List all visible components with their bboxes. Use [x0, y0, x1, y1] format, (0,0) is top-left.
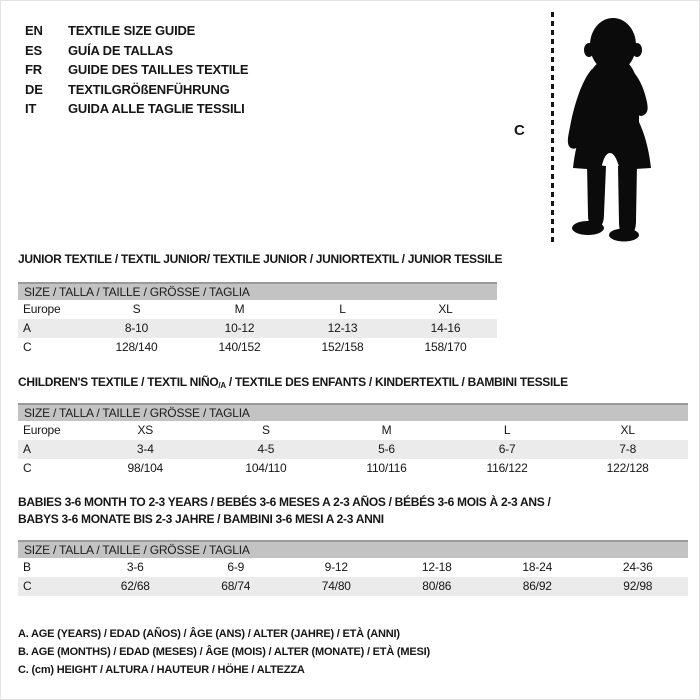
cell-value: 98/104	[127, 461, 164, 475]
cell-value: 116/122	[486, 461, 528, 475]
cell-value: 8-10	[124, 321, 149, 335]
language-row	[25, 99, 248, 119]
language-title: TEXTILGRÖßENFÜHRUNG	[68, 81, 230, 97]
cell-value: 5-6	[378, 442, 395, 456]
table-row	[18, 421, 688, 440]
section-title	[18, 374, 690, 394]
cell-value: 9-12	[324, 560, 348, 574]
section-junior-textile	[18, 251, 690, 354]
language-row	[25, 60, 248, 80]
height-measure-label: C	[514, 122, 525, 139]
cell-value: 6-7	[498, 442, 516, 456]
cell-value: 104/110	[245, 461, 287, 475]
cell-value: 152/158	[321, 340, 364, 354]
table-row	[18, 338, 497, 357]
row-label: Europe	[23, 302, 61, 316]
cell-value: 14-16	[430, 321, 461, 335]
cell-value: M	[234, 302, 245, 316]
language-title: GUIDE DES TAILLES TEXTILE	[68, 62, 249, 77]
row-label: Europe	[23, 423, 61, 437]
cell-value: 86/92	[522, 579, 552, 593]
cell-value: 12-18	[421, 560, 452, 574]
cell-value: 128/140	[115, 340, 158, 354]
cell-value: 4-5	[257, 442, 275, 456]
row-label: A	[23, 321, 31, 335]
cell-value: XL	[620, 423, 635, 437]
language-header	[25, 21, 248, 119]
toddler-silhouette-icon	[558, 9, 663, 242]
language-code: EN	[25, 23, 43, 38]
table-row	[18, 558, 688, 577]
language-code: ES	[25, 42, 42, 58]
cell-value: 62/68	[120, 579, 150, 593]
cell-value: 158/170	[424, 340, 467, 354]
cell-value: 68/74	[221, 579, 251, 593]
cell-value: 80/86	[422, 579, 452, 593]
language-title: GUIDA ALLE TAGLIE TESSILI	[68, 101, 245, 116]
section-title	[18, 494, 690, 528]
cell-value: S	[261, 423, 270, 437]
language-code: IT	[25, 101, 37, 116]
size-header-bar: SIZE / TALLA / TAILLE / GRÖSSE / TAGLIA	[18, 282, 497, 300]
table-row	[18, 300, 497, 319]
legend-line-c: C. (cm) HEIGHT / ALTURA / HAUTEUR / HÖHE / ALTEZZA	[18, 664, 305, 676]
cell-value: 18-24	[522, 560, 553, 574]
row-label: A	[23, 442, 31, 456]
language-row	[25, 21, 248, 41]
cell-value: S	[132, 302, 141, 316]
cell-value: 110/116	[366, 461, 407, 475]
cell-value: 24-36	[622, 560, 653, 574]
section-title-line: BABYS 3-6 MONATE BIS 2-3 JAHRE / BAMBINI 3-6 MESI A 2-3 ANNI	[18, 512, 384, 526]
section-title-line: JUNIOR TEXTILE / TEXTIL JUNIOR/ TEXTILE JUNIOR / JUNIORTEXTIL / JUNIOR TESSILE	[18, 252, 503, 266]
language-row	[25, 41, 248, 61]
cell-value: XS	[137, 423, 154, 437]
size-table-children	[18, 403, 688, 478]
table-row	[18, 319, 497, 338]
language-code: DE	[25, 81, 43, 97]
cell-value: XL	[438, 302, 453, 316]
row-label: C	[23, 340, 32, 354]
cell-value: 74/80	[321, 579, 351, 593]
language-title: GUÍA DE TALLAS	[68, 42, 173, 58]
cell-value: 92/98	[623, 579, 653, 593]
cell-value: 140/152	[218, 340, 261, 354]
row-label: C	[23, 461, 32, 475]
section-title-line: BABIES 3-6 MONTH TO 2-3 YEARS / BEBÉS 3-6 MESES A 2-3 AÑOS / BÉBÉS 3-6 MOIS À 2-3 ANS /	[18, 495, 551, 509]
cell-value: 122/128	[606, 461, 649, 475]
row-label: C	[23, 579, 32, 593]
cell-value: 12-13	[327, 321, 358, 335]
language-title: TEXTILE SIZE GUIDE	[68, 23, 196, 38]
language-code: FR	[25, 62, 42, 77]
cell-value: 3-6	[126, 560, 144, 574]
section-babies-textile	[18, 494, 690, 593]
section-childrens-textile	[18, 374, 690, 475]
language-row	[25, 80, 248, 100]
cell-value: 7-8	[619, 442, 637, 456]
cell-value: L	[339, 302, 346, 316]
cell-value: 3-4	[136, 442, 154, 456]
cell-value: L	[503, 423, 511, 437]
height-measure-dashed-line	[551, 12, 554, 243]
legend-line-b: B. AGE (MONTHS) / EDAD (MESES) / ÂGE (MOIS) / ALTER (MONATE) / ETÀ (MESI)	[18, 646, 430, 658]
section-title	[18, 251, 690, 268]
cell-value: M	[381, 423, 392, 437]
measurement-legend	[18, 625, 430, 679]
row-label: B	[23, 560, 31, 574]
table-row	[18, 577, 688, 596]
size-header-bar: SIZE / TALLA / TAILLE / GRÖSSE / TAGLIA	[18, 540, 688, 558]
section-title-line: CHILDREN'S TEXTILE / TEXTIL $NIÑO_{/A}$ / TEXTILE DES ENFANTS / KINDERTEXTIL / BAMBINI TESSILE	[18, 375, 568, 390]
cell-value: 10-12	[224, 321, 255, 335]
size-table-babies	[18, 540, 688, 596]
cell-value: 6-9	[227, 560, 245, 574]
size-table-junior	[18, 282, 497, 357]
legend-line-a: A. AGE (YEARS) / EDAD (AÑOS) / ÂGE (ANS) / ALTER (JAHRE) / ETÀ (ANNI)	[18, 628, 400, 640]
size-header-bar: SIZE / TALLA / TAILLE / GRÖSSE / TAGLIA	[18, 403, 688, 421]
table-row	[18, 459, 688, 478]
table-row	[18, 440, 688, 459]
